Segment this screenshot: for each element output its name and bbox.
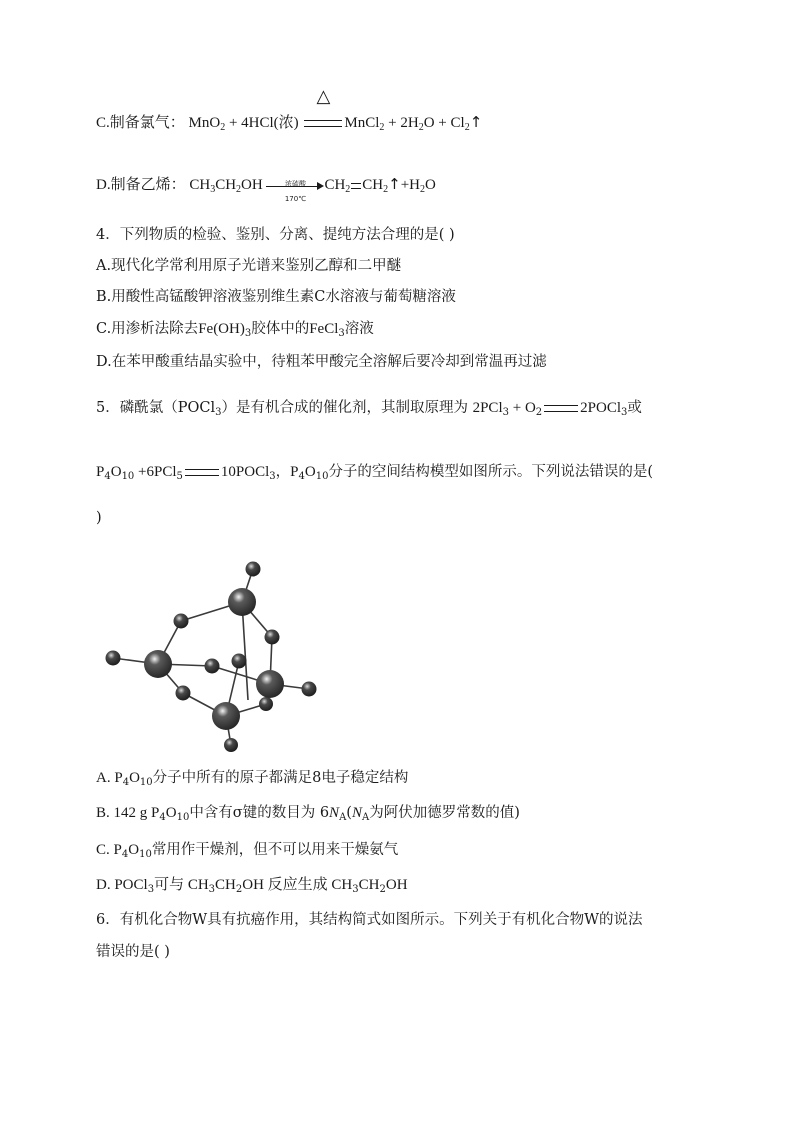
formula-part: 2PCl	[472, 400, 503, 416]
formula-part: + 2H	[384, 115, 419, 131]
subscript: 3	[621, 407, 628, 418]
option-label: C.制备氯气：	[96, 115, 185, 131]
formula-part: +6PCl	[134, 464, 177, 480]
q5-option-c	[96, 840, 398, 860]
text: 为阿伏加德罗常数的值)	[369, 805, 520, 821]
double-bond	[351, 183, 361, 189]
subscript: 2	[236, 184, 242, 195]
q4-stem: 4．下列物质的检验、鉴别、分离、提纯方法合理的是( )	[96, 227, 455, 243]
q4-option-c	[96, 319, 374, 339]
subscript: 2	[464, 122, 470, 133]
formula-part: D. POCl	[96, 877, 148, 893]
oxygen-atom	[224, 738, 238, 752]
option-label: D.制备乙烯：	[96, 177, 186, 193]
condition-bottom: 170℃	[284, 194, 307, 203]
formula-part: A. P	[96, 770, 123, 786]
text: 溶液	[344, 321, 374, 337]
formula-part: O	[129, 770, 140, 786]
arrow-shaft	[266, 186, 319, 187]
subscript: 3	[244, 328, 252, 339]
formula-part: 可与 CH	[154, 877, 209, 893]
q4-option-d: D.在苯甲酸重结晶实验中，待粗苯甲酸完全溶解后要冷却到常温再过滤	[96, 354, 547, 370]
oxygen-atom	[106, 651, 121, 666]
formula-part: MnCl	[344, 115, 380, 131]
subscript: 4	[159, 812, 166, 823]
oxygen-atom	[259, 697, 273, 711]
equals-sign	[544, 405, 578, 412]
subscript: 4	[122, 777, 130, 788]
formula-part: B. 142 g P	[96, 805, 160, 821]
text: 5．磷酰氯（POCl	[96, 400, 216, 416]
formula-part: O	[304, 464, 316, 480]
text: ）是有机合成的催化剂，其制取原理为	[221, 400, 468, 416]
q5-stem-line1	[96, 398, 642, 418]
q5-stem-close: )	[96, 510, 102, 526]
formula-part: O	[128, 842, 140, 858]
formula-part: P	[96, 464, 105, 480]
formula-part: CH	[324, 177, 346, 193]
subscript: 10	[315, 471, 329, 482]
text: 常用作干燥剂，但不可以用来干燥氨气	[151, 842, 399, 858]
subscript: 4	[121, 849, 129, 860]
subscript: 4	[298, 471, 305, 482]
phosphorus-atom	[212, 702, 240, 730]
text: 分子中所有的原子都满足8电子稳定结构	[152, 770, 409, 786]
reaction-condition	[302, 86, 344, 133]
formula-part: CH	[362, 177, 384, 193]
condition-top: 浓硫酸	[284, 179, 306, 188]
text: 胶体中的	[251, 321, 310, 337]
formula-part: CH	[215, 877, 236, 893]
q6-stem-line1: 6．有机化合物W具有抗癌作用，其结构简式如图所示。下列关于有机化合物W的说法	[96, 912, 643, 928]
q4-option-b: B.用酸性高锰酸钾溶液鉴别维生素C水溶液与葡萄糖溶液	[96, 289, 456, 305]
formula-part: 2POCl	[580, 400, 622, 416]
formula-part: MnO	[188, 115, 221, 131]
subscript: A	[361, 812, 370, 823]
subscript: 3	[210, 184, 216, 195]
q3-option-d	[96, 174, 436, 203]
text: C.用渗析法除去	[96, 321, 199, 337]
oxygen-atom	[176, 686, 191, 701]
formula-part: +H	[400, 177, 421, 193]
q6-stem-line2: 错误的是( )	[96, 944, 170, 960]
q5-option-b	[96, 803, 520, 823]
subscript: 10	[121, 471, 135, 482]
formula-part: OH	[241, 177, 263, 193]
q4-option-a: A.现代化学常利用原子光谱来鉴别乙醇和二甲醚	[96, 258, 402, 274]
formula-part: O	[165, 805, 177, 821]
subscript: 2	[379, 122, 385, 133]
subscript: 3	[502, 407, 509, 418]
formula-part: CH	[189, 177, 211, 193]
oxygen-atom	[174, 614, 189, 629]
formula-part: Fe(OH)	[198, 321, 245, 337]
text: ，	[275, 464, 291, 480]
text: (	[346, 805, 352, 821]
formula-part: OH	[385, 877, 408, 893]
phosphorus-atom	[228, 588, 256, 616]
oxygen-atom	[205, 659, 220, 674]
gas-arrow-icon: ↑	[469, 113, 483, 131]
subscript: 3	[147, 884, 155, 895]
text: 中含有σ键的数目为 6	[189, 805, 330, 821]
formula-part: + 4HCl(浓)	[225, 115, 299, 131]
heat-symbol: △	[316, 86, 331, 107]
subscript: 5	[176, 471, 183, 482]
subscript: 2	[383, 184, 389, 195]
q5-option-d	[96, 875, 408, 895]
subscript: 10	[139, 777, 153, 788]
subscript: 2	[379, 884, 386, 895]
formula-part: FeCl	[309, 321, 339, 337]
formula-part: 10POCl	[220, 464, 270, 480]
reaction-arrow	[266, 176, 324, 203]
text: 分子的空间结构模型如图所示。下列说法错误的是(	[328, 464, 654, 480]
subscript: 2	[345, 184, 351, 195]
formula-part: O	[425, 177, 436, 193]
oxygen-atom	[246, 562, 261, 577]
formula-part: CH	[358, 877, 380, 893]
subscript: 10	[176, 812, 190, 823]
bonds	[113, 569, 309, 745]
q5-stem-line2	[96, 462, 653, 482]
formula-part: C. P	[96, 842, 122, 858]
phosphorus-atom	[144, 650, 172, 678]
bond	[242, 602, 248, 700]
subscript: 2	[535, 407, 543, 418]
subscript: 4	[104, 471, 111, 482]
formula-part: OH 反应生成 CH	[242, 877, 353, 893]
formula-part: N	[329, 805, 340, 821]
text: 或	[627, 400, 642, 416]
subscript: 3	[215, 407, 222, 418]
oxygen-atom	[302, 682, 317, 697]
phosphorus-atom	[256, 670, 284, 698]
subscript: A	[339, 812, 347, 823]
q5-option-a	[96, 768, 408, 788]
subscript: 2	[420, 184, 426, 195]
subscript: 3	[352, 884, 359, 895]
formula-part: O + Cl	[423, 115, 465, 131]
p4o10-molecule-model	[96, 548, 336, 758]
subscript: 3	[338, 328, 345, 339]
formula-part: O	[110, 464, 122, 480]
formula-part: P	[290, 464, 299, 480]
subscript: 2	[235, 884, 243, 895]
q3-option-c	[96, 86, 483, 133]
equals-sign	[304, 120, 342, 127]
subscript: 2	[220, 122, 226, 133]
formula-part: + O	[508, 400, 536, 416]
subscript: 3	[269, 471, 276, 482]
gas-arrow-icon: ↑	[388, 175, 401, 193]
formula-part: N	[351, 805, 362, 821]
subscript: 10	[139, 849, 152, 860]
subscript: 2	[418, 122, 424, 133]
equals-sign	[185, 469, 219, 476]
subscript: 3	[208, 884, 216, 895]
oxygen-atom	[265, 630, 280, 645]
oxygen-atom	[232, 654, 247, 669]
formula-part: CH	[215, 177, 237, 193]
